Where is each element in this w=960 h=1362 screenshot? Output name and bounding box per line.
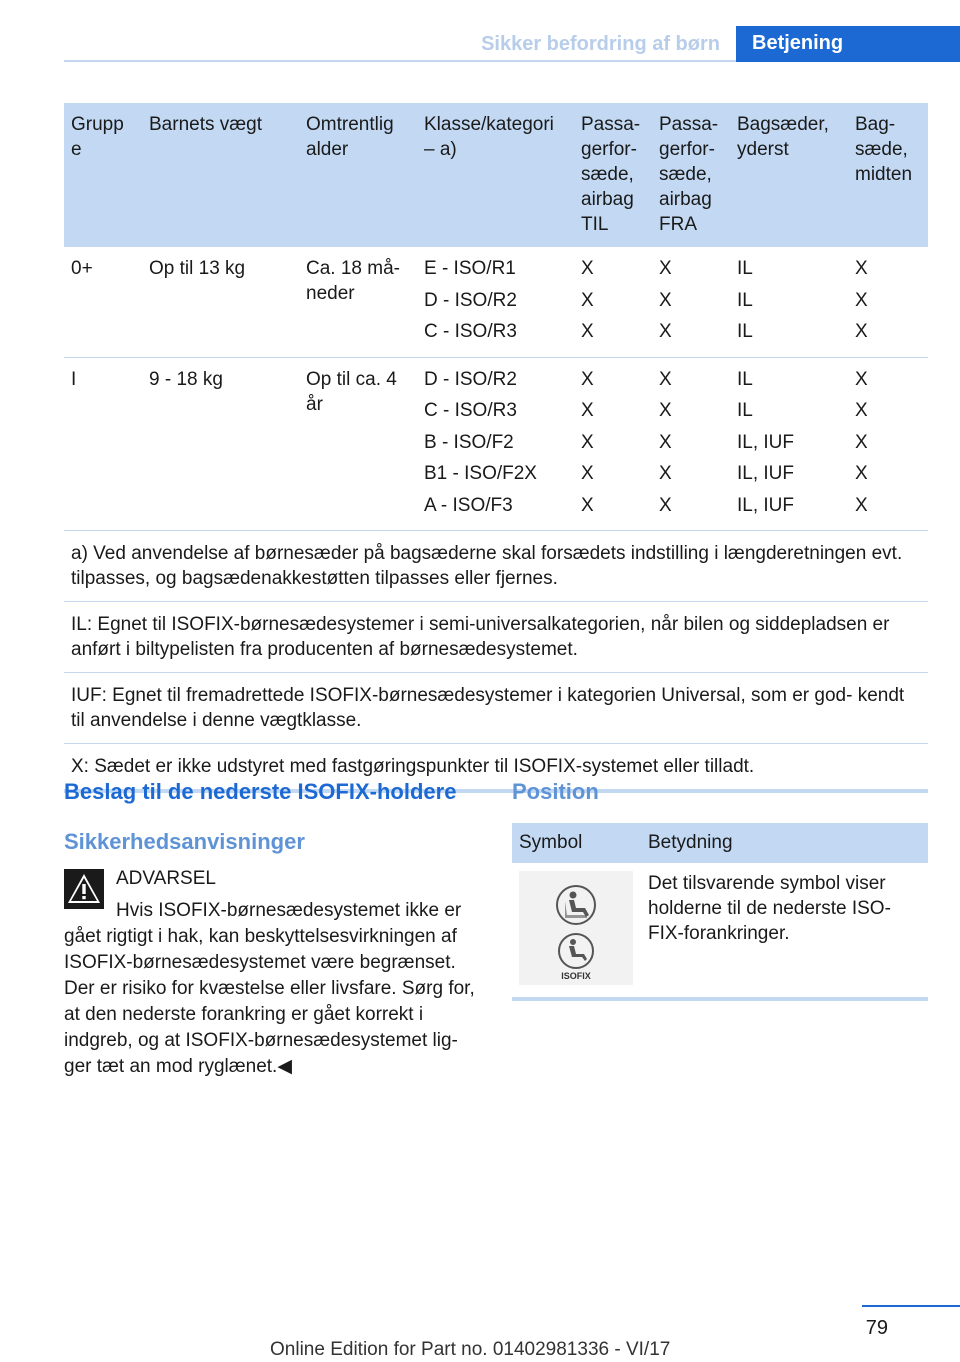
value-entry: IL [737,289,753,311]
col-header-meaning: Betydning [641,823,928,863]
section-title-position: Position [512,779,599,804]
value-entry: X [581,258,594,279]
position-table [512,823,928,1001]
footer-rule [862,1305,960,1307]
col-header-weight: Barnets vægt [142,103,299,247]
isofix-symbol-panel [519,871,633,985]
value-entry: IL, IUF [737,494,795,516]
value-entry: X [855,431,868,453]
cell-airbag-off [652,357,730,531]
value-entry: X [581,400,594,421]
value-entry: X [659,368,672,390]
col-header-age: Omtrentlig alder [299,103,417,247]
value-entry: X [659,258,672,279]
note-iuf: IUF: Egnet til fremadrettede ISOFIX-børnesædesystemer i kategorien Universal, som er god- kendt til anvendelse i denne vægtklasse. [64,673,928,744]
value-entry: X [659,463,672,484]
cell-airbag-off [652,247,730,357]
cell-classes [417,247,574,357]
warning-label: ADVARSEL [116,868,216,889]
isofix-symbol-caption: ISOFIX [561,971,591,981]
class-entry: C - ISO/R3 [424,321,517,342]
class-entry: E - ISO/R1 [424,258,516,279]
value-entry: IL [737,368,753,390]
value-entry: X [659,431,672,453]
note-x: X: Sædet er ikke udstyret med fastgøringspunkter til ISOFIX-systemet eller tilladt. [64,744,928,792]
value-entry: IL [737,400,753,421]
value-entry: X [581,368,594,390]
cell-rear-middle [848,247,928,357]
class-entry: B - ISO/F2 [424,431,514,453]
col-header-airbag-on: Passa- gerfor- sæde, airbag TIL [574,103,652,247]
table-note-row [64,602,928,673]
note-il: IL: Egnet til ISOFIX-børnesædesystemer i semi-universalkategorien, når bilen og siddepladsen er anført i biltypelisten fra producenten af børnesædesystemet. [64,602,928,673]
col-header-rear-outer: Bagsæder, yderst [730,103,848,247]
note-footnote-a: a) Ved anvendelse af børnesæder på bagsæderne skal forsædets indstilling i længderetningen evt. tilpasses, og bagsædenakkestøtten tilpasses eller fjernes. [64,531,928,602]
col-header-class: Klasse/kategori – a) [417,103,574,247]
col-header-rear-middle: Bag- sæde, midten [848,103,928,247]
section-title-lower-isofix: Beslag til de nederste ISOFIX-holdere [64,779,457,804]
value-entry: X [855,463,868,484]
cell-age: Op til ca. 4 år [299,357,417,531]
table-header-row [64,103,928,247]
value-entry: X [855,289,868,311]
header-section-title: Sikker befordring af børn [481,33,720,55]
isofix-child-seat-icon [519,871,633,985]
table-note-row [64,531,928,602]
table-note-row [64,673,928,744]
table-row [64,247,928,357]
cell-weight: Op til 13 kg [142,247,299,357]
class-entry: D - ISO/R2 [424,289,517,311]
value-entry: X [659,494,672,516]
class-entry: D - ISO/R2 [424,368,517,390]
value-entry: X [581,463,594,484]
value-entry: IL [737,321,753,342]
cell-rear-middle [848,357,928,531]
value-entry: X [855,321,868,342]
class-entry: B1 - ISO/F2X [424,463,537,484]
value-entry: X [659,400,672,421]
col-header-airbag-off: Passa- gerfor- sæde, airbag FRA [652,103,730,247]
page-number: 79 [865,1317,888,1339]
value-entry: X [659,289,672,311]
cell-group: 0+ [64,247,142,357]
value-entry: X [855,258,868,279]
subsection-title-safety: Sikkerhedsanvisninger [64,829,305,854]
warning-text: Hvis ISOFIX-børnesædesystemet ikke er gået rigtigt i hak, kan beskyttelsesvirkningen af ISOFIX-børnesædesystemet være begrænset. Der er risiko for kvæstelse eller livsfare. Sørg for, at den nederste forankring er gået korrekt i indgreb, og at ISOFIX-børnesædesystemet lig- ger tæt an mod ryglænet.◀ [64,900,475,1077]
header-chapter-tab[interactable]: Betjening [736,26,960,62]
value-entry: IL [737,258,753,279]
cell-airbag-on [574,247,652,357]
value-entry: IL, IUF [737,463,795,484]
cell-rear-outer [730,247,848,357]
cell-weight: 9 - 18 kg [142,357,299,531]
table-header-row [512,823,928,863]
col-header-symbol: Symbol [512,823,641,863]
value-entry: X [581,431,594,453]
cell-rear-outer [730,357,848,531]
value-entry: IL, IUF [737,431,795,453]
cell-meaning: Det tilsvarende symbol viser holderne til de nederste ISO- FIX-forankringer. [641,863,928,999]
table-row [512,863,928,999]
cell-age: Ca. 18 må- neder [299,247,417,357]
value-entry: X [581,321,594,342]
footer-edition: Online Edition for Part no. 01402981336 - VI/17 [270,1339,671,1360]
cell-airbag-on [574,357,652,531]
cell-classes [417,357,574,531]
value-entry: X [581,289,594,311]
value-entry: X [581,494,594,516]
class-entry: A - ISO/F3 [424,494,513,516]
value-entry: X [855,400,868,421]
cell-group: I [64,357,142,531]
col-header-group: Grupp e [64,103,142,247]
cell-symbol [512,863,641,999]
value-entry: X [855,368,868,390]
table-row [64,357,928,531]
class-entry: C - ISO/R3 [424,400,517,421]
isofix-table [64,103,928,793]
value-entry: X [855,494,868,516]
value-entry: X [659,321,672,342]
